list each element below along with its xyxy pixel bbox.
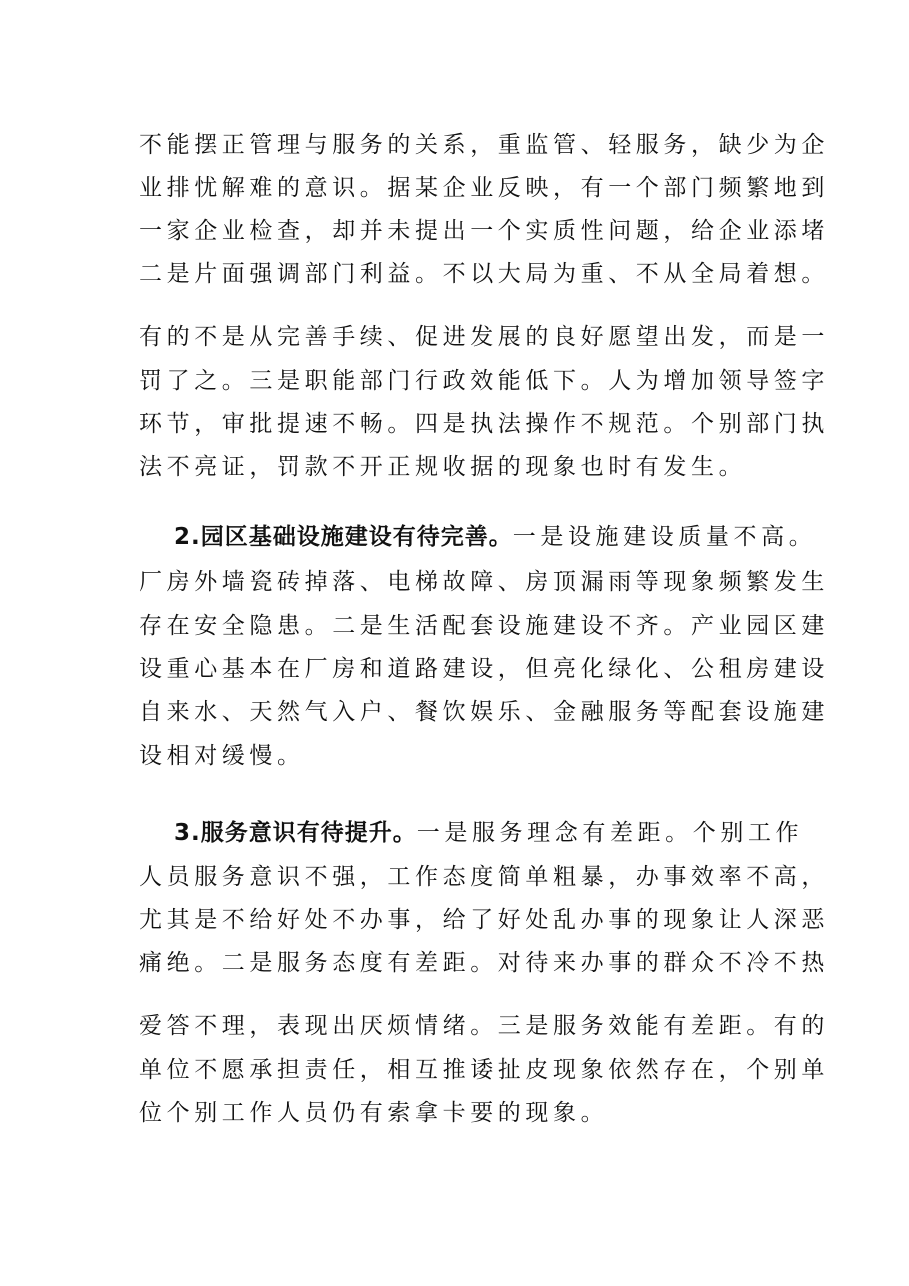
section-heading-2: 2.园区基础设施建设有待完善。 (174, 524, 513, 550)
paragraph-1-line-2: 业排忧解难的意识。据某企业反映，有一个部门频繁地到 (139, 175, 829, 201)
paragraph-3-line-6: 单位不愿承担责任，相互推诿扯皮现象依然存在，个别单 (139, 1057, 829, 1083)
paragraph-1-line-7: 环节，审批提速不畅。四是执法操作不规范。个别部门执 (139, 411, 829, 437)
paragraph-2-line-5: 自来水、天然气入户、餐饮娱乐、金融服务等配套设施建 (139, 699, 829, 725)
paragraph-3-line-3: 尤其是不给好处不办事，给了好处乱办事的现象让人深恶 (139, 907, 829, 933)
paragraph-1-line-6: 罚了之。三是职能部门行政效能低下。人为增加领导签字 (139, 368, 829, 394)
paragraph-2-line-1 (174, 522, 816, 552)
section-2-first-line-text: 一是设施建设质量不高。 (512, 524, 817, 550)
paragraph-1-line-8: 法不亮证，罚款不开正规收据的现象也时有发生。 (139, 454, 747, 480)
paragraph-3-line-4: 痛绝。二是服务态度有差距。对待来办事的群众不冷不热 (139, 950, 829, 976)
paragraph-3-line-2: 人员服务意识不强，工作态度简单粗暴，办事效率不高， (139, 864, 829, 890)
section-heading-3: 3.服务意识有待提升。 (174, 820, 417, 846)
paragraph-2-line-2: 厂房外墙瓷砖掉落、电梯故障、房顶漏雨等现象频繁发生 (139, 569, 829, 595)
paragraph-2-line-3: 存在安全隐患。二是生活配套设施建设不齐。产业园区建 (139, 613, 829, 639)
paragraph-1-line-1: 不能摆正管理与服务的关系，重监管、轻服务，缺少为企 (139, 132, 829, 158)
paragraph-3-line-5: 爱答不理，表现出厌烦情绪。三是服务效能有差距。有的 (139, 1013, 829, 1039)
section-3-first-line-text: 一是服务理念有差距。个别工作 (416, 820, 804, 846)
paragraph-1-line-3: 一家企业检查，却并未提出一个实质性问题，给企业添堵 (139, 218, 829, 244)
paragraph-3-line-7: 位个别工作人员仍有索拿卡要的现象。 (139, 1100, 609, 1126)
paragraph-2-line-4: 设重心基本在厂房和道路建设，但亮化绿化、公租房建设 (139, 656, 829, 682)
paragraph-3-line-1 (174, 818, 803, 848)
paragraph-1-line-5: 有的不是从完善手续、促进发展的良好愿望出发，而是一 (139, 324, 829, 350)
paragraph-2-line-6: 设相对缓慢。 (139, 743, 305, 769)
paragraph-1-line-4: 二是片面强调部门利益。不以大局为重、不从全局着想。 (139, 261, 829, 287)
